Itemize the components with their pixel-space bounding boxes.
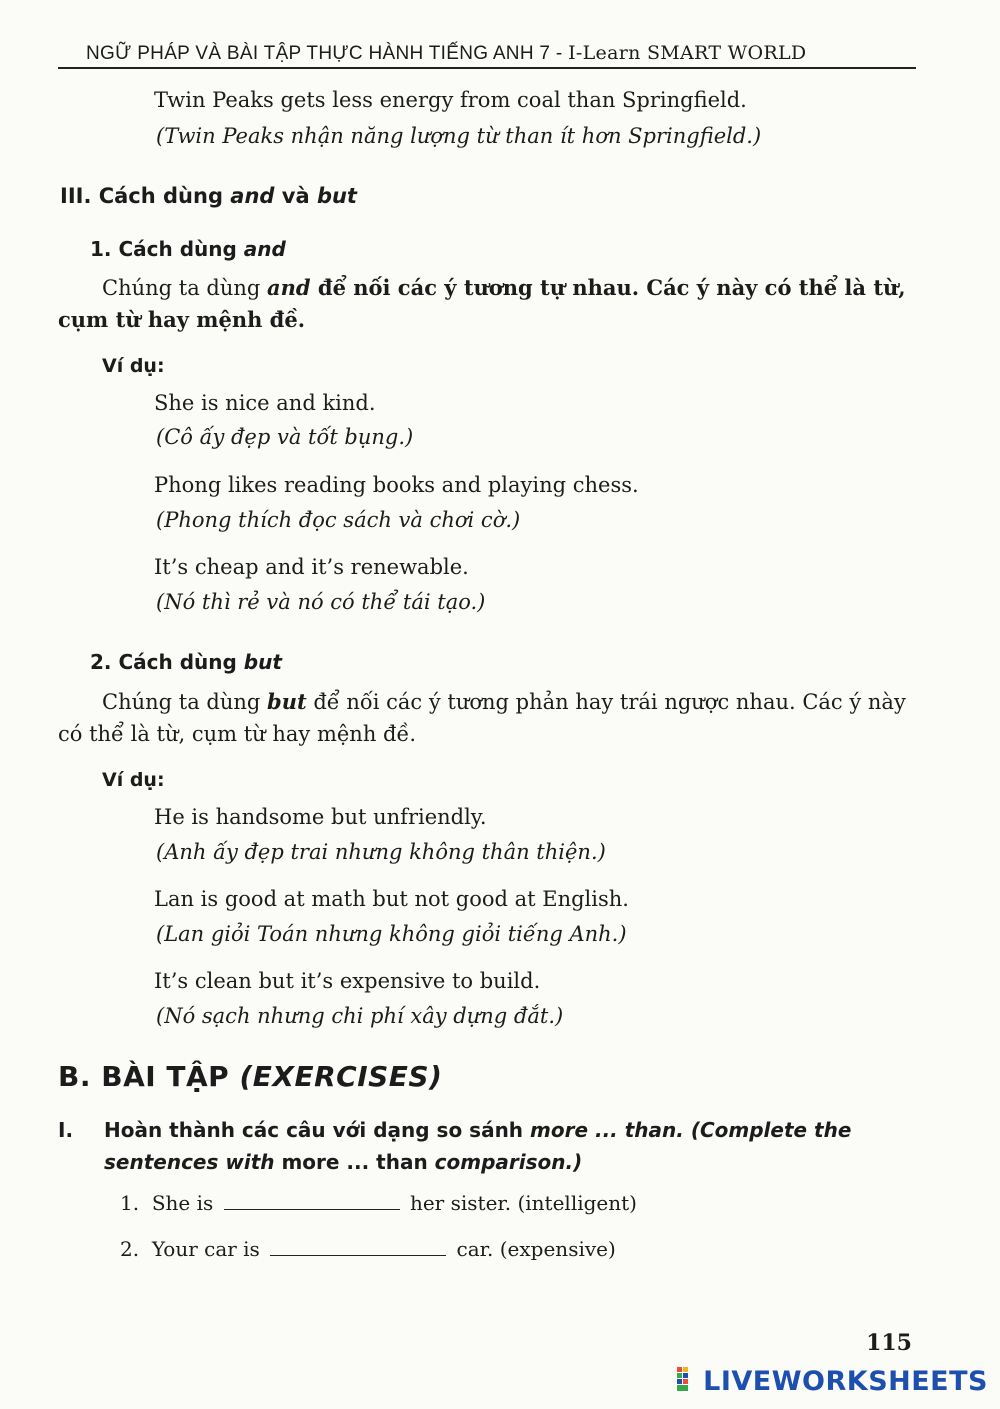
but-example-1-vi: (Anh ấy đẹp trai nhưng không thân thiện.) bbox=[156, 840, 606, 864]
but-example-2-en: Lan is good at math but not good at English. bbox=[154, 887, 629, 911]
and-example-2-en: Phong likes reading books and playing chess. bbox=[154, 473, 639, 497]
liveworksheets-watermark bbox=[677, 1366, 988, 1397]
and-example-1-en: She is nice and kind. bbox=[154, 391, 376, 415]
but-desc-part2: để nối các ý tương phản hay trái ngược nhau. Các ý này có thể là từ, cụm từ hay mệnh đề. bbox=[58, 690, 906, 746]
item-2-number: 2. bbox=[120, 1237, 140, 1261]
and-heading-prefix: 1. Cách dùng bbox=[90, 237, 244, 261]
and-heading-word: and bbox=[243, 237, 286, 261]
exercise-1-number: I. bbox=[58, 1118, 74, 1142]
answer-blank-1[interactable] bbox=[224, 1191, 400, 1210]
exercise-1-text-4: comparison.) bbox=[427, 1150, 583, 1174]
section-b-italic: (EXERCISES) bbox=[239, 1060, 443, 1093]
exercise-1-instructions bbox=[104, 1114, 919, 1178]
header-title-sans: NGỮ PHÁP VÀ BÀI TẬP THỰC HÀNH TIẾNG ANH 7 - bbox=[86, 43, 569, 64]
and-desc-word: and bbox=[267, 275, 311, 300]
exercise-1-text-2: more ... than. (Complete the sentences with bbox=[104, 1118, 852, 1174]
but-heading-prefix: 2. Cách dùng bbox=[90, 650, 244, 674]
and-desc-part1: Chúng ta dùng bbox=[102, 276, 268, 300]
section-3-heading bbox=[60, 184, 357, 208]
liveworksheets-text: LIVEWORKSHEETS bbox=[703, 1366, 988, 1397]
page-number: 115 bbox=[866, 1330, 912, 1356]
but-desc-part1: Chúng ta dùng bbox=[102, 690, 268, 714]
but-desc-word: but bbox=[267, 689, 307, 714]
item-1-before: She is bbox=[151, 1191, 214, 1215]
and-example-3-vi: (Nó thì rẻ và nó có thể tái tạo.) bbox=[156, 590, 486, 614]
item-1-number: 1. bbox=[120, 1191, 140, 1215]
but-heading bbox=[90, 650, 282, 674]
and-example-3-en: It’s cheap and it’s renewable. bbox=[154, 555, 469, 579]
running-header bbox=[86, 42, 806, 65]
section-3-prefix: III. Cách dùng bbox=[60, 184, 231, 208]
but-heading-word: but bbox=[243, 650, 282, 674]
intro-en: Twin Peaks gets less energy from coal than Springfield. bbox=[154, 88, 747, 112]
and-example-label: Ví dụ: bbox=[102, 355, 165, 377]
item-2-after: car. (expensive) bbox=[456, 1237, 616, 1261]
header-title-serif: I-Learn SMART WORLD bbox=[568, 42, 807, 64]
exercise-1-text-3: more ... than bbox=[281, 1150, 428, 1174]
header-rule bbox=[58, 67, 916, 69]
item-1-after: her sister. (intelligent) bbox=[409, 1191, 637, 1215]
and-example-2-vi: (Phong thích đọc sách và chơi cờ.) bbox=[156, 508, 521, 532]
and-example-1-vi: (Cô ấy đẹp và tốt bụng.) bbox=[156, 425, 414, 449]
and-desc-part2: để nối các ý tương tự nhau. Các ý này có thể là từ, cụm từ hay mệnh đề. bbox=[58, 275, 906, 332]
item-2-before: Your car is bbox=[151, 1237, 260, 1261]
section-3-and: and bbox=[230, 184, 275, 208]
but-description bbox=[58, 686, 928, 750]
but-example-3-vi: (Nó sạch nhưng chi phí xây dựng đắt.) bbox=[156, 1004, 564, 1028]
but-example-1-en: He is handsome but unfriendly. bbox=[154, 805, 487, 829]
and-description bbox=[58, 272, 928, 336]
section-b-heading bbox=[58, 1060, 442, 1093]
and-heading bbox=[90, 237, 286, 261]
section-3-va: và bbox=[274, 184, 317, 208]
but-example-3-en: It’s clean but it’s expensive to build. bbox=[154, 969, 541, 993]
section-b-prefix: B. BÀI TẬP bbox=[58, 1060, 240, 1093]
but-example-2-vi: (Lan giỏi Toán nhưng không giỏi tiếng Anh.) bbox=[156, 922, 627, 946]
exercise-item-1 bbox=[120, 1191, 637, 1215]
section-3-but: but bbox=[316, 184, 357, 208]
liveworksheets-logo-icon bbox=[677, 1367, 699, 1393]
answer-blank-2[interactable] bbox=[270, 1237, 446, 1256]
exercise-1-text-1: Hoàn thành các câu với dạng so sánh bbox=[104, 1118, 531, 1142]
exercise-item-2 bbox=[120, 1237, 616, 1261]
intro-vi: (Twin Peaks nhận năng lượng từ than ít hơn Springfield.) bbox=[156, 124, 762, 148]
but-example-label: Ví dụ: bbox=[102, 769, 165, 791]
